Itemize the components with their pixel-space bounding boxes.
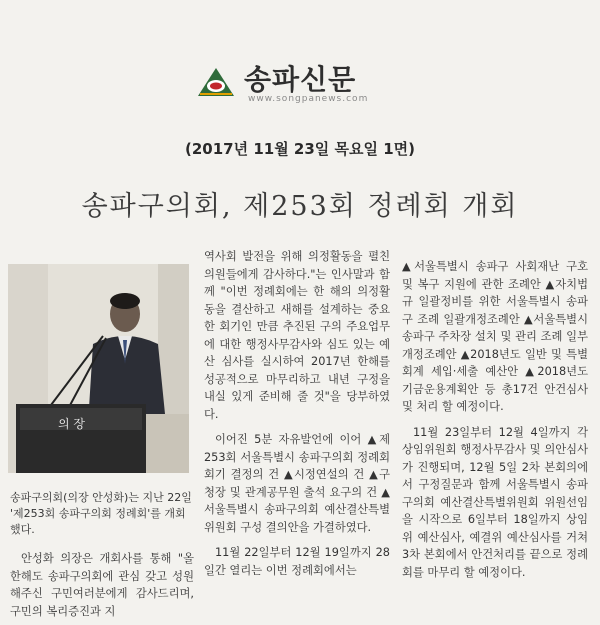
paragraph: 안성화 의장은 개회사를 통해 "올 한해도 송파구의회에 관심 갖고 성원해주신 구민여러분에게 감사드리며, 구민의 복리증진과 지 bbox=[10, 552, 194, 618]
paragraph: ▲서울특별시 송파구 사회재난 구호 및 복구 지원에 관한 조례안 ▲자치법규 일괄정비를 위한 서울특별시 송파구 조례 일괄개정조례안 ▲서울특별시 송파구 주차장 설치 및 관리 조례 일부개정조례안 ▲2018년도 일반 및 특별회계 세입·세출 예산안 ▲2018년도 기금운용계획안 등 총17건 안건심사 및 처리 할 예정이다. bbox=[402, 260, 588, 413]
article-column-middle bbox=[204, 248, 390, 579]
paragraph: 11월 23일부터 12월 4일까지 각 상임위원회 행정사무감사 및 의안심사가 진행되며, 12월 5일 2차 본회의에서 구정질문과 함께 서울특별시 송파구의회 예산결산특별위원회 위원선임을 시작으로 6일부터 18일까지 상임위 예산심사, 예결위 예산심사를 거쳐 3차 본회에서 안건처리를 끝으로 정례회를 마무리 할 예정이다. bbox=[402, 425, 588, 579]
speaker-at-podium-photo-icon bbox=[8, 264, 189, 473]
photo-caption: 송파구의회(의장 안성화)는 지난 22일 '제253회 송파구의회 정례회'를 개회했다. bbox=[10, 491, 192, 536]
newspaper-url: www.songpanews.com bbox=[248, 94, 369, 104]
paragraph: 이어진 5분 자유발언에 이어 ▲제253회 서울특별시 송파구의회 정례회 회기 결정의 건 ▲시정연설의 건 ▲구청장 및 관계공무원 출석 요구의 건 ▲서울특별시 송파구의회 예산결산특별위원회 구성 결의안을 가결하였다. bbox=[204, 433, 390, 534]
paragraph: 역사회 발전을 위해 의정활동을 펼친 의원들에게 감사하다."는 인사말과 함께 "이번 정례회에는 한 해의 의정활동을 결산하고 새해를 설계하는 중요한 회기인 만큼 추진된 구의 주요업무에 대한 행정사무감사와 심도 있는 예산 심사를 실시하여 2017년 한해를 성공적으로 마무리하고 내년 구정을 내실 있게 준비해 줄 것"을 당부하였다. bbox=[204, 250, 390, 421]
article-column-left bbox=[10, 550, 194, 620]
news-photo bbox=[8, 264, 189, 473]
headline: 송파구의회, 제253회 정례회 개회 bbox=[81, 191, 519, 222]
dateline: (2017년 11월 23일 목요일 1면) bbox=[185, 140, 415, 158]
podium-label: 의 장 bbox=[58, 417, 85, 431]
article-column-right bbox=[402, 258, 588, 581]
newspaper-name: 송파신문 bbox=[244, 63, 357, 96]
leaf-logo-icon bbox=[196, 66, 236, 98]
paragraph: 11월 22일부터 12월 19일까지 28일간 열리는 이번 정례회에서는 bbox=[204, 546, 390, 577]
